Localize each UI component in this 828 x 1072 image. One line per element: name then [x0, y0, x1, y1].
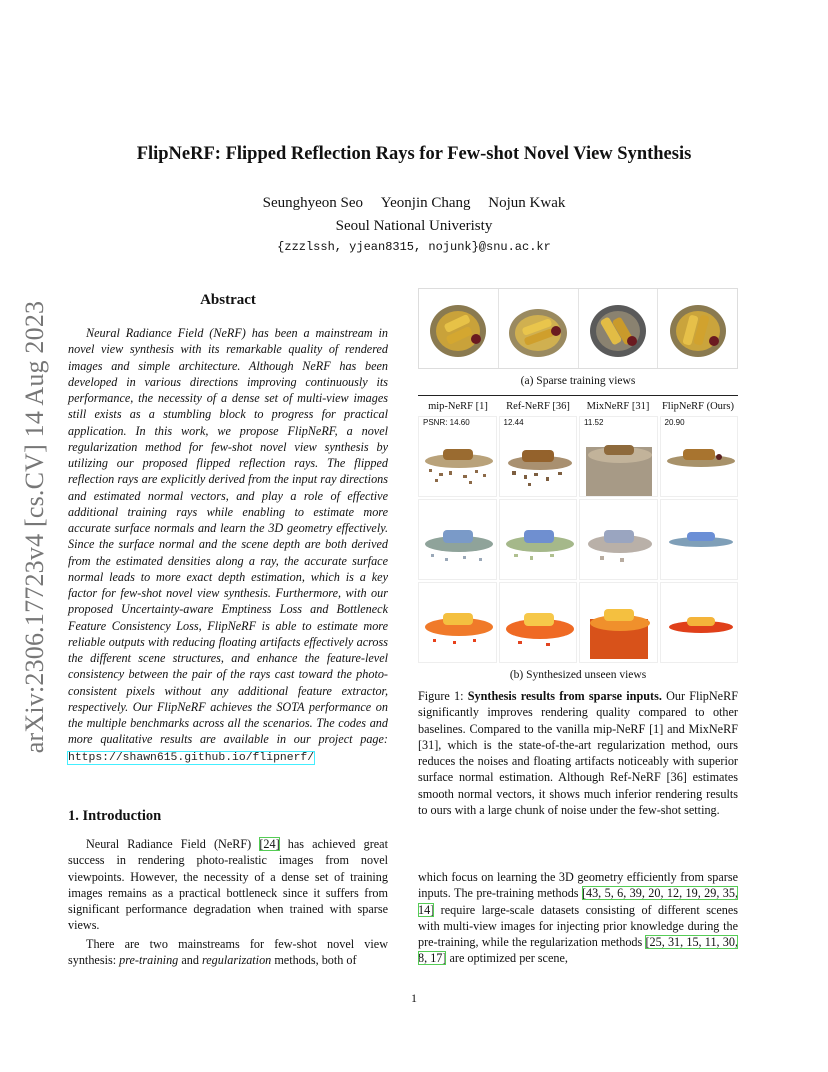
text-run: Neural Radiance Field (NeRF) — [86, 837, 260, 851]
normal-map-image — [418, 499, 497, 580]
text-run: There are two mainstreams for few-shot novel view synthesis: — [68, 936, 388, 967]
emphasis: regularization — [201, 952, 272, 967]
depth-map-image — [499, 582, 578, 663]
normal-map-image — [499, 499, 578, 580]
paragraph — [68, 836, 388, 934]
paper-title: FlipNeRF: Flipped Reflection Rays for Few-shot Novel View Synthesis — [136, 144, 692, 164]
normal-map-image — [660, 499, 739, 580]
page-number: 1 — [411, 991, 417, 1005]
author-name: Nojun Kwak — [488, 195, 566, 211]
citation-link[interactable]: [43, 5, 6, 39, 20, 12, 19, 29, 35, 14] — [418, 886, 738, 917]
training-view-image — [658, 289, 737, 368]
training-view-image — [499, 289, 579, 368]
psnr-value: PSNR: 14.60 — [423, 418, 470, 427]
depth-map-image — [579, 582, 658, 663]
figure-caption — [418, 688, 738, 818]
citation-link[interactable]: [24] — [259, 837, 280, 851]
author-email: {zzzlssh, yjean8315, nojunk}@snu.ac.kr — [277, 240, 551, 254]
caption-label: Figure 1: — [418, 689, 464, 703]
method-labels — [418, 401, 738, 412]
arxiv-identifier: arXiv:2306.17723v4 [cs.CV] 14 Aug 2023 — [20, 300, 49, 754]
citation-link[interactable]: [25, 31, 15, 11, 30, 8, 17] — [418, 935, 739, 966]
text-run: require large-scale datasets consisting of different scenes with multi-view images for injecting prior knowledge during the pre-training, while the regularization methods — [418, 902, 738, 949]
right-column-text — [418, 869, 738, 967]
abstract-text: Neural Radiance Field (NeRF) has been a mainstream in novel view synthesis with its remarkable quality of rendered images and simple architecture. Although NeRF has been developed in various directions improving continuously its performance, the necessity of a dense set of multi-view images still exists as a stumbling block to progress for practical application. In this work, we propose FlipNeRF, a novel regularization method for few-shot novel view synthesis by utilizing our proposed flipped reflection rays. The flipped reflection rays are explicitly derived from the input ray directions and estimated normal vectors, and play a role of effective additional training rays while enabling to estimate more accurate surface normals and learn the 3D geometry effectively. Since the surface normal and the scene depth are both derived from the estimated densities along a ray, the accurate surface normal leads to more exact depth estimation, which is a key factor for few-shot novel view synthesis. Furthermore, with our proposed Uncertainty-aware Emptiness Loss and Bottleneck Feature Consistency Loss, FlipNeRF is able to estimate more reliable outputs with reducing floating artifacts effectively across the different scene structures, and enhance the feature-level consistency between the pair of the rays cast toward the photo-consistent pixels without any additional feature extractor, respectively. Our FlipNeRF achieves the SOTA performance on the multiple benchmarks across all the scenarios. The codes and more qualitative results are available in our project page: — [68, 326, 388, 747]
depth-map-image — [418, 582, 497, 663]
text-run: and — [178, 952, 202, 967]
psnr-value: 11.52 — [584, 418, 604, 427]
caption-title: Synthesis results from sparse inputs. — [467, 689, 662, 703]
paragraph — [68, 936, 388, 969]
method-label: MixNeRF [31] — [586, 401, 650, 412]
render-image — [579, 416, 658, 497]
subfigure-caption: (a) Sparse training views — [520, 375, 636, 387]
author-list — [0, 195, 828, 212]
sparse-training-views — [418, 288, 738, 369]
training-view-image — [579, 289, 659, 368]
project-page-link[interactable]: https://shawn615.github.io/flipnerf/ — [68, 751, 315, 764]
method-label: Ref-NeRF [36] — [506, 401, 570, 412]
intro-left-column — [68, 836, 388, 968]
depth-map-image — [660, 582, 739, 663]
abstract-body — [68, 325, 388, 766]
text-run: methods, both of — [271, 952, 357, 967]
method-label: FlipNeRF (Ours) — [661, 401, 735, 412]
text-run: has achieved great success in rendering photo-realistic images from novel viewpoints. However, the necessity of a dense set of training images remains as a practical bottleneck since it suffers from significant performance degradation when trained with sparse views. — [68, 837, 388, 933]
author-name: Yeonjin Chang — [380, 195, 471, 211]
text-run: are optimized per scene, — [446, 951, 568, 966]
normal-map-image — [579, 499, 658, 580]
author-name: Seunghyeon Seo — [262, 195, 364, 211]
text-run: which focus on learning the 3D geometry efficiently from sparse inputs. The pre-training methods — [418, 870, 738, 901]
training-view-image — [419, 289, 499, 368]
render-image — [418, 416, 497, 497]
emphasis: pre-training — [119, 952, 179, 967]
abstract-heading: Abstract — [200, 292, 256, 308]
section-heading: 1. Introduction — [68, 808, 162, 824]
method-label: mip-NeRF [1] — [428, 401, 488, 412]
divider — [418, 395, 738, 396]
caption-text: Our FlipNeRF significantly improves rendering quality compared to other baselines. Compared to the vanilla mip-NeRF [1] and MixNeRF [31], which is the state-of-the-art regularization method, ours reduces the noises and floating artifacts noticeably with superior surface normal estimation. Although Ref-NeRF [36] estimates smooth normal vectors, it shows much inferior rendering results to ours with a large chunk of noise under the few-shot setting. — [418, 689, 739, 817]
synthesized-views-grid — [418, 416, 738, 663]
render-image — [499, 416, 578, 497]
render-image — [660, 416, 739, 497]
psnr-value: 20.90 — [664, 418, 685, 427]
paragraph — [418, 869, 738, 967]
psnr-value: 12.44 — [503, 418, 524, 427]
subfigure-caption: (b) Synthesized unseen views — [509, 669, 647, 681]
affiliation: Seoul National Univeristy — [335, 218, 493, 234]
